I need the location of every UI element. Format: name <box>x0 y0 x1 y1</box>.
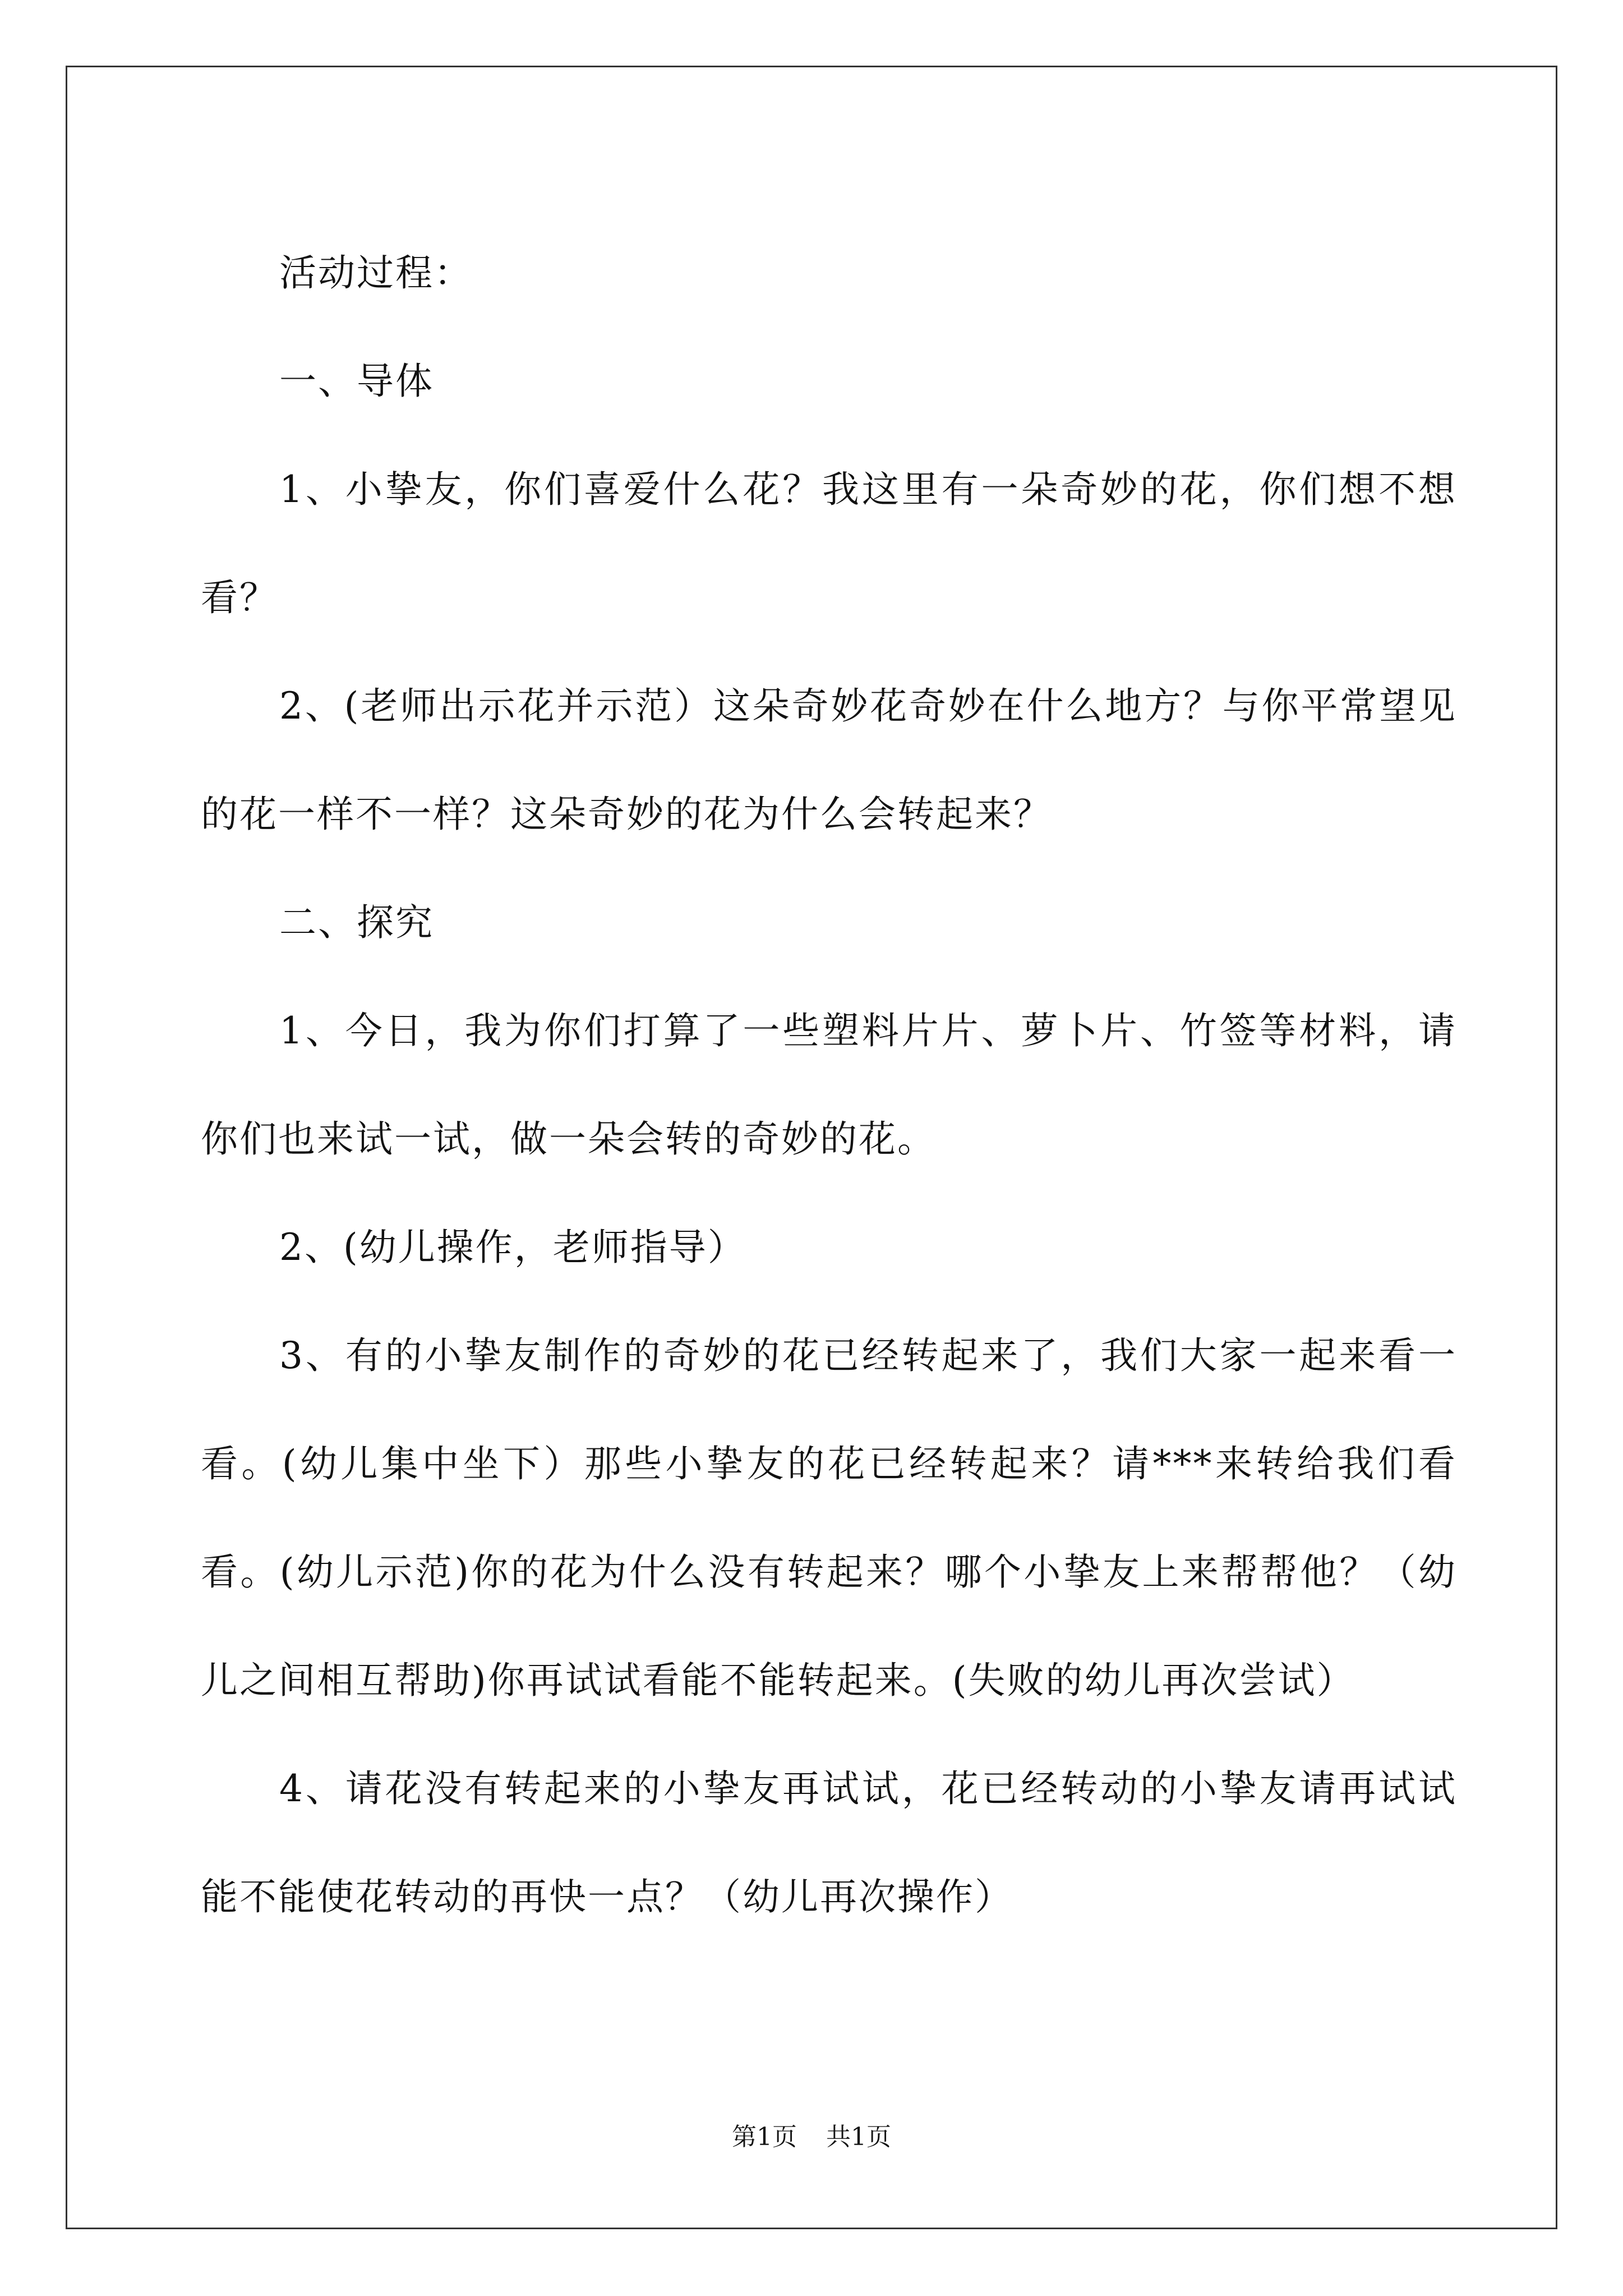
page-number-total: 共1页 <box>826 2123 891 2151</box>
paragraph-heading-activity-process: 活动过程： <box>279 251 473 295</box>
paragraph-item: 2、(幼儿操作，老师指导） <box>279 1226 746 1269</box>
page-number-current: 第1页 <box>732 2123 797 2151</box>
paragraph-section-1-title: 一、导体 <box>279 360 434 403</box>
paragraph-item: 3、有的小挚友制作的奇妙的花已经转起来了，我们大家一起来看一看。(幼儿集中坐下）那些小挚友的花已经转起来？请***来转给我们看看。(幼儿示范)你的花为什么没有转起来？哪个小挚友上来帮帮他？（幼儿之间相互帮助)你再试试看能不能转起来。(失败的幼儿再次尝试） <box>201 1334 1457 1702</box>
document-body <box>201 219 1457 1951</box>
page-footer <box>0 2120 1623 2154</box>
paragraph-item: 1、今日，我为你们打算了一些塑料片片、萝卜片、竹签等材料，请你们也来试一试，做一朵会转的奇妙的花。 <box>201 1009 1457 1161</box>
paragraph-item: 1、小挚友，你们喜爱什么花？我这里有一朵奇妙的花，你们想不想看？ <box>201 468 1457 619</box>
paragraph-item: 4、请花没有转起来的小挚友再试试，花已经转动的小挚友请再试试能不能使花转动的再快一点？（幼儿再次操作） <box>201 1767 1457 1918</box>
paragraph-section-2-title: 二、探究 <box>279 901 434 944</box>
paragraph-item: 2、(老师出示花并示范）这朵奇妙花奇妙在什么地方？与你平常望见的花一样不一样？这朵奇妙的花为什么会转起来？ <box>201 684 1457 836</box>
